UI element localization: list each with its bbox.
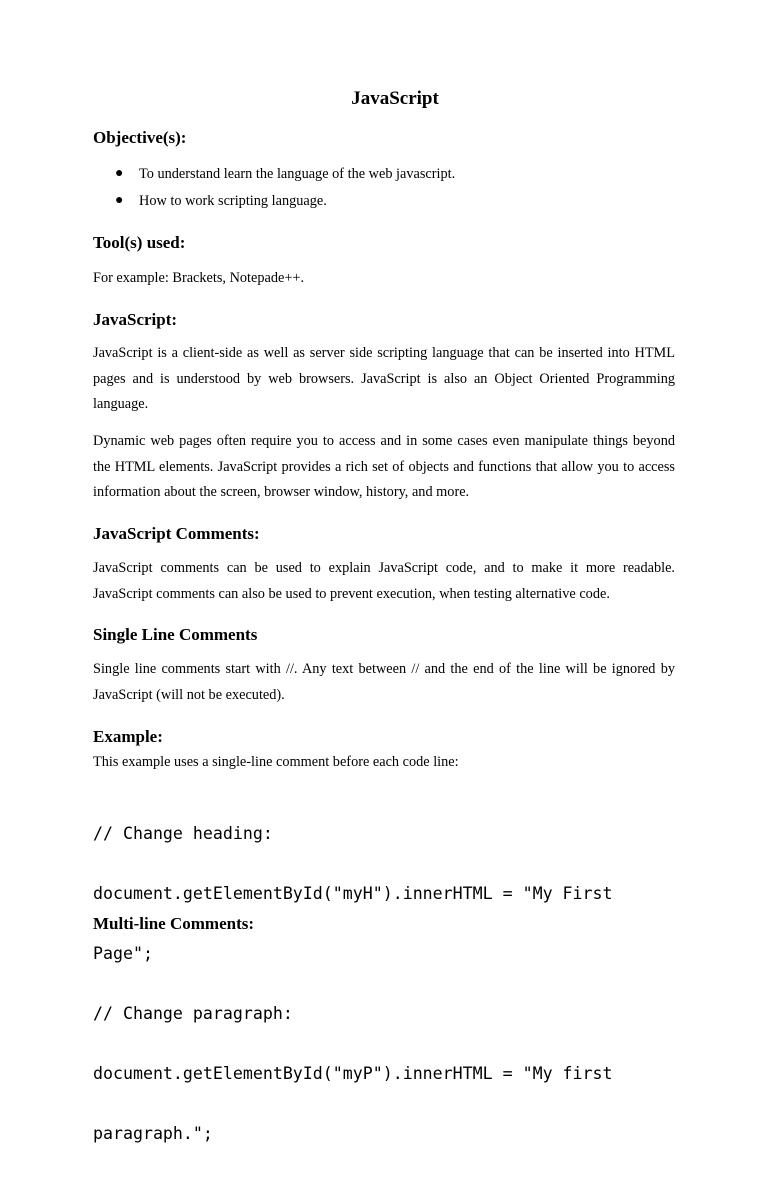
code-line: Page"; — [93, 944, 153, 963]
bullet-dot-icon: ● — [115, 166, 124, 181]
code-line: document.getElementById("myP").innerHTML = "My first — [93, 1064, 613, 1083]
comments-heading: JavaScript Comments: — [93, 524, 260, 543]
code-line: document.getElementById("myH").innerHTML = "My First — [93, 884, 613, 903]
code-line: // Change heading: — [93, 824, 273, 843]
javascript-paragraph-2: Dynamic web pages often require you to access and in some cases even manipulate things beyond the HTML elements. JavaScript provides a rich set of objects and functions that allow you to access information about the screen, browser window, history, and more. — [93, 433, 675, 500]
multi-line-heading: Multi-line Comments: — [93, 914, 255, 933]
javascript-heading: JavaScript: — [93, 310, 178, 329]
objectives-list — [93, 163, 455, 217]
tools-text: For example: Brackets, Notepade++. — [93, 270, 305, 286]
code-line: paragraph."; — [93, 1124, 213, 1143]
javascript-paragraph-1: JavaScript is a client-side as well as server side scripting language that can be inserted into HTML pages and is understood by web browsers. JavaScript is also an Object Oriented Programming language. — [93, 345, 675, 412]
objective-item — [93, 190, 455, 217]
example-heading: Example: — [93, 727, 163, 746]
objective-item — [93, 163, 455, 190]
comments-paragraph: JavaScript comments can be used to explain JavaScript code, and to make it more readable. JavaScript comments can also be used to prevent execution, when testing alternative code. — [93, 560, 675, 602]
objectives-heading: Objective(s): — [93, 128, 187, 147]
single-line-heading: Single Line Comments — [93, 625, 258, 644]
single-line-paragraph: Single line comments start with //. Any text between // and the end of the line will be ignored by JavaScript (will not be executed). — [93, 661, 675, 703]
code-line: // Change paragraph: — [93, 1004, 293, 1023]
code-example — [93, 784, 613, 1184]
bullet-dot-icon: ● — [115, 193, 124, 208]
objective-text: To understand learn the language of the web javascript. — [139, 166, 456, 182]
example-intro: This example uses a single-line comment before each code line: — [93, 754, 459, 770]
tools-heading: Tool(s) used: — [93, 233, 186, 252]
objective-text: How to work scripting language. — [139, 193, 327, 209]
document-title: JavaScript — [351, 88, 439, 109]
